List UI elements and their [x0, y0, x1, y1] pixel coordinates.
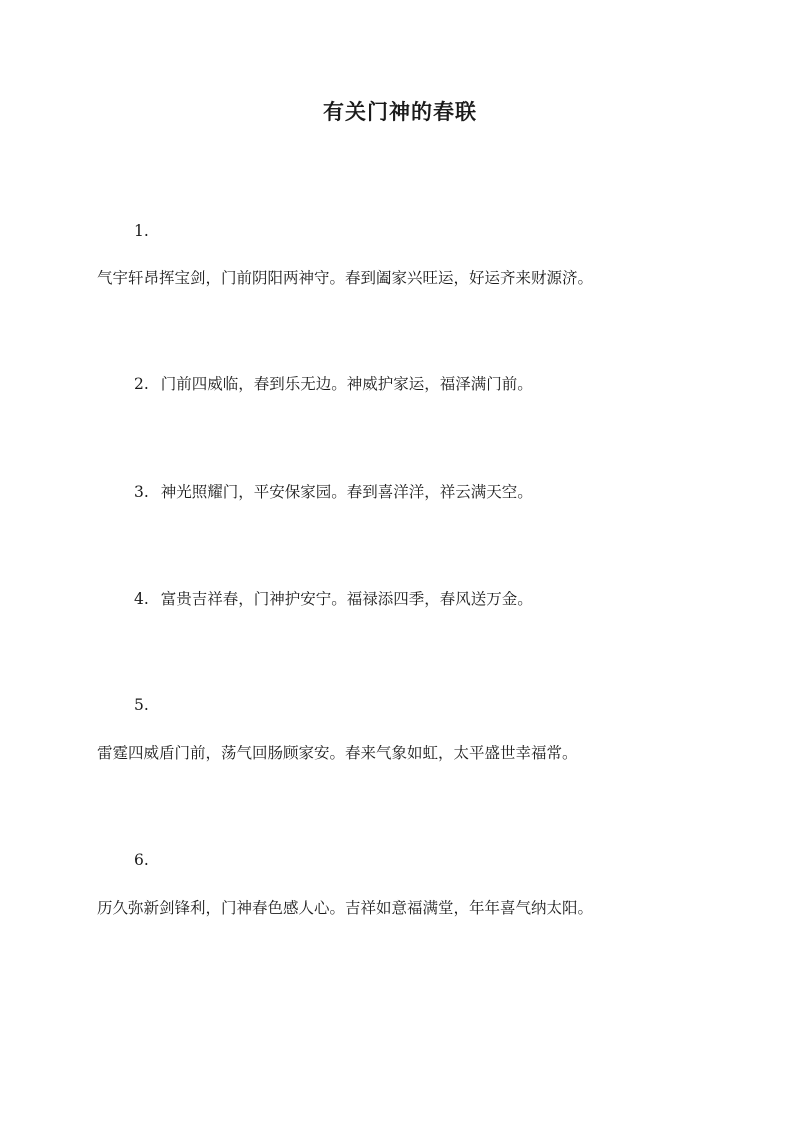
- entry-4-text: 富贵吉祥春，门神护安宁。福禄添四季，春风送万金。: [160, 590, 533, 608]
- entry-6-number: 6.: [134, 851, 149, 869]
- entry-1-text: 气宇轩昂挥宝剑，门前阴阳两神守。春到阖家兴旺运，好运齐来财源济。: [97, 269, 594, 287]
- entry-3: [134, 482, 533, 502]
- entry-5-text: 雷霆四威盾门前，荡气回肠顾家安。春来气象如虹，太平盛世幸福常。: [97, 744, 578, 762]
- entry-4: [134, 589, 533, 609]
- entry-3-text: 神光照耀门，平安保家园。春到喜洋洋，祥云满天空。: [160, 483, 533, 501]
- entry-2-number: 2.: [134, 375, 149, 393]
- entry-4-number: 4.: [134, 590, 149, 608]
- entry-3-number: 3.: [134, 483, 149, 501]
- entry-5-number: 5.: [134, 696, 149, 714]
- page-title: 有关门神的春联: [323, 99, 477, 124]
- entry-1-number: 1.: [134, 222, 149, 240]
- entry-2: [134, 374, 533, 394]
- entry-6-text: 历久弥新剑锋利，门神春色感人心。吉祥如意福满堂，年年喜气纳太阳。: [97, 899, 594, 917]
- entry-2-text: 门前四威临，春到乐无边。神威护家运，福泽满门前。: [160, 375, 533, 393]
